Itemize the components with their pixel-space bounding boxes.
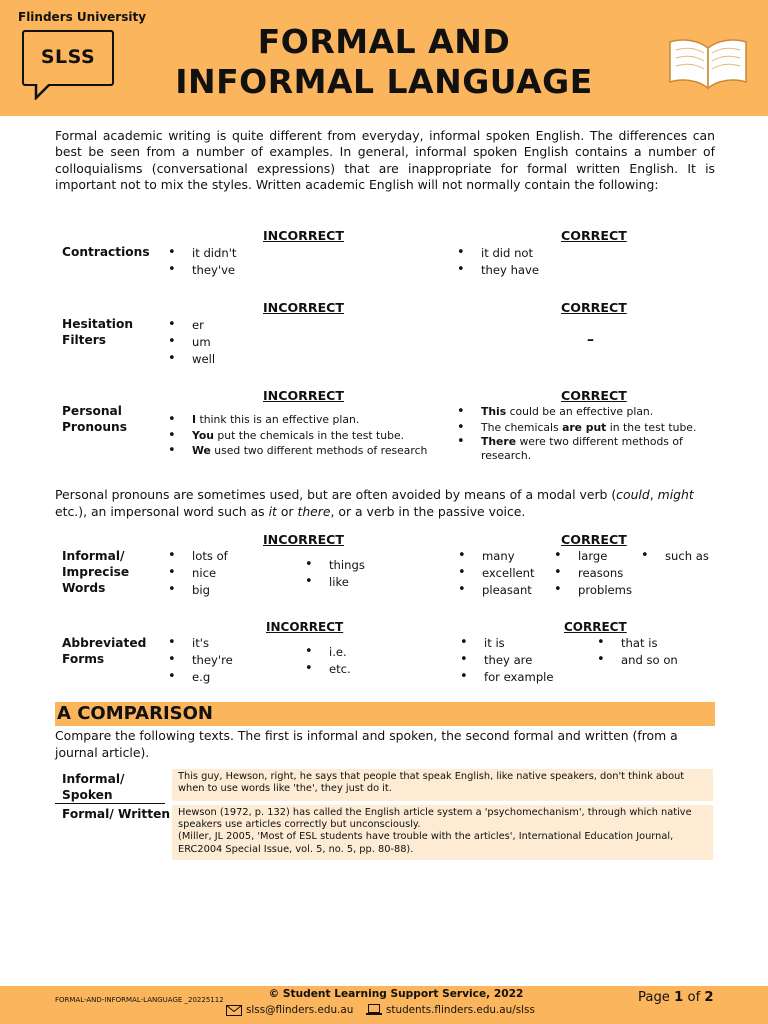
university-name: Flinders University: [18, 10, 147, 24]
list-imprecise-correct-3: [641, 548, 709, 565]
label-line: Informal/: [62, 549, 125, 563]
list-imprecise-correct-2: [554, 548, 632, 598]
label-line: Imprecise: [62, 565, 130, 579]
footer-website[interactable]: [366, 1004, 535, 1016]
list-item: • they have: [457, 262, 539, 279]
list-item: • etc.: [305, 661, 351, 678]
label-contractions: Contractions: [62, 245, 150, 259]
comparison-intro: Compare the following texts. The first is informal and spoken, the second formal and written (from a journal article).: [55, 728, 678, 760]
list-item: • We used two different methods of research: [168, 443, 438, 459]
list-item: • The chemicals are put in the test tube.: [457, 420, 707, 436]
label-line: Personal: [62, 404, 122, 418]
list-item: • they've: [168, 262, 236, 279]
pronoun-note-paragraph: Personal pronouns are sometimes used, but are often avoided by means of a modal verb (could, might etc.), an impersonal word such as it or there, or a verb in the passive voice.: [55, 487, 694, 519]
list-contractions-correct: [457, 245, 539, 279]
list-imprecise-incorrect-1: [168, 548, 228, 598]
heading-correct: CORRECT: [561, 300, 627, 315]
label-line: Forms: [62, 652, 105, 666]
copyright: © Student Learning Support Service, 2022: [268, 988, 524, 1000]
list-item: • it is: [460, 635, 554, 652]
label-line: Abbreviated: [62, 636, 147, 650]
formal-text-cell: [172, 805, 713, 860]
slss-logo-text: SLSS: [40, 46, 96, 68]
comparison-title: A COMPARISON: [57, 703, 213, 724]
list-item: • I think this is an effective plan.: [168, 412, 438, 428]
list-item: • well: [168, 351, 215, 368]
footer-email[interactable]: [226, 1004, 353, 1016]
list-item: • er: [168, 317, 215, 334]
envelope-icon: [226, 1005, 242, 1016]
row-divider: [55, 803, 165, 804]
header-banner: [0, 0, 768, 116]
list-abbreviated-correct-2: [597, 635, 678, 669]
list-item: • e.g: [168, 669, 233, 686]
heading-correct: CORRECT: [561, 532, 627, 547]
footer-bar: [0, 986, 768, 1024]
list-item: • i.e.: [305, 644, 351, 661]
list-abbreviated-incorrect-2: [305, 644, 351, 678]
list-imprecise-incorrect-2: [305, 557, 365, 591]
heading-incorrect: INCORRECT: [263, 228, 345, 243]
informal-text-cell: This guy, Hewson, right, he says that people that speak English, like native speakers, don't think about when to use words like 'the', they just do it.: [172, 769, 713, 801]
label-hesitation: [62, 316, 133, 348]
open-book-icon: [664, 34, 752, 90]
label-line: Pronouns: [62, 420, 127, 434]
hesitation-correct-dash: –: [587, 332, 594, 348]
page-number: Page 1 of 2: [638, 990, 714, 1005]
heading-incorrect: INCORRECT: [263, 388, 345, 403]
list-item: • for example: [460, 669, 554, 686]
heading-correct: CORRECT: [561, 228, 627, 243]
list-item: • lots of: [168, 548, 228, 565]
list-item: • that is: [597, 635, 678, 652]
label-line: Words: [62, 581, 106, 595]
list-item: • and so on: [597, 652, 678, 669]
slss-logo: [22, 30, 114, 86]
list-item: • it's: [168, 635, 233, 652]
formal-citation: (Miller, JL 2005, 'Most of ESL students have trouble with the articles', International Education Journal, ERC2004 Special Issue, vol. 5, no. 5, pp. 80-88).: [178, 831, 674, 855]
email-link[interactable]: slss@flinders.edu.au: [246, 1004, 354, 1016]
list-item: • such as: [641, 548, 709, 565]
page-title: [150, 22, 618, 102]
list-item: • You put the chemicals in the test tube.: [168, 428, 438, 444]
label-imprecise: [62, 548, 129, 596]
label-formal-written: Formal/ Written: [62, 807, 171, 821]
title-line-2: INFORMAL LANGUAGE: [175, 62, 593, 101]
document-code: FORMAL-AND-INFORMAL-LANGUAGE _20225112: [55, 996, 224, 1004]
list-item: • many: [458, 548, 535, 565]
intro-paragraph: Formal academic writing is quite different from everyday, informal spoken English. The differences can best be seen from a number of examples. In general, informal spoken English contains a number of colloquialisms (conversational expressions) that are inappropriate for formal written English. It is important not to mix the styles. Written academic English will not normally contain the following:: [55, 128, 715, 193]
label-line: Hesitation: [62, 317, 134, 331]
list-item: • they're: [168, 652, 233, 669]
heading-correct: CORRECT: [561, 388, 627, 403]
label-line: Spoken: [62, 787, 113, 802]
list-item: • nice: [168, 565, 228, 582]
website-link[interactable]: students.flinders.edu.au/slss: [386, 1004, 535, 1016]
heading-correct: CORRECT: [564, 620, 627, 634]
list-item: • um: [168, 334, 215, 351]
label-pronouns: [62, 403, 127, 435]
list-pronouns-correct: [457, 404, 707, 463]
comparison-heading-bar: [55, 702, 715, 726]
label-line: Informal/: [62, 772, 125, 786]
list-abbreviated-incorrect-1: [168, 635, 233, 685]
list-item: • This could be an effective plan.: [457, 404, 707, 420]
list-item: • they are: [460, 652, 554, 669]
laptop-icon: [366, 1004, 382, 1016]
heading-incorrect: INCORRECT: [263, 532, 345, 547]
list-item: • pleasant: [458, 582, 535, 599]
list-item: • There were two different methods of research.: [457, 435, 707, 463]
list-item: • like: [305, 574, 365, 591]
logo-speech-tail: [34, 84, 54, 100]
list-item: • large: [554, 548, 632, 565]
list-pronouns-incorrect: [168, 412, 438, 459]
list-item: • it did not: [457, 245, 539, 262]
heading-incorrect: INCORRECT: [263, 300, 345, 315]
heading-incorrect: INCORRECT: [266, 620, 344, 634]
label-abbreviated: [62, 635, 146, 667]
list-item: • big: [168, 582, 228, 599]
list-hesitation-incorrect: [168, 317, 215, 367]
list-imprecise-correct-1: [458, 548, 535, 598]
list-contractions-incorrect: [168, 245, 236, 279]
list-item: • things: [305, 557, 365, 574]
title-line-1: FORMAL AND: [257, 22, 511, 61]
list-item: • excellent: [458, 565, 535, 582]
formal-text: Hewson (1972, p. 132) has called the English article system a 'psychomechanism', through which native speakers use articles correctly but unconsciously.: [178, 807, 692, 831]
list-abbreviated-correct-1: [460, 635, 554, 685]
label-informal-spoken: [62, 772, 124, 803]
list-item: • reasons: [554, 565, 632, 582]
list-item: • it didn't: [168, 245, 236, 262]
label-line: Filters: [62, 333, 107, 347]
list-item: • problems: [554, 582, 632, 599]
